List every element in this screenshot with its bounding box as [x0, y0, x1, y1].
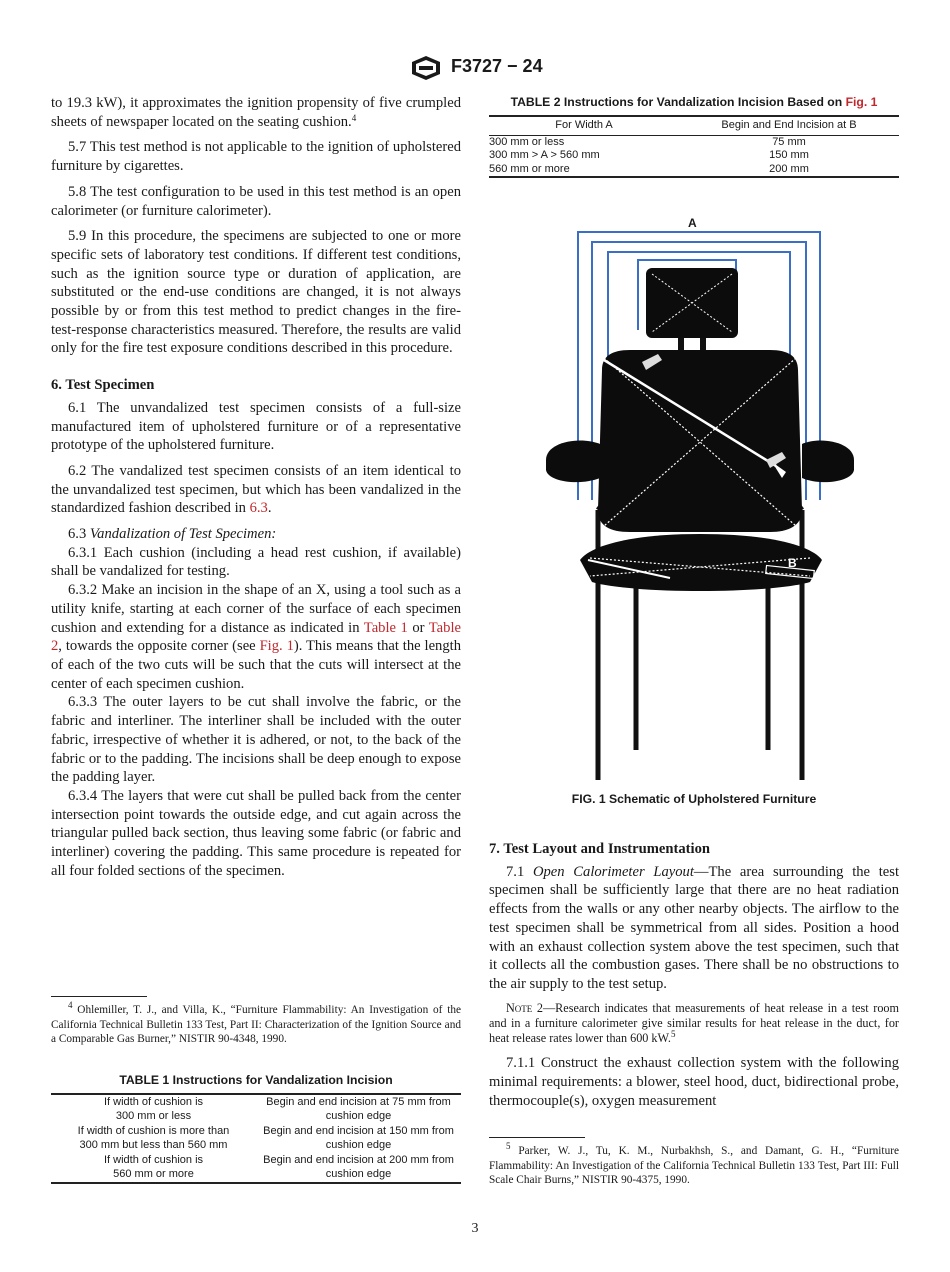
- footnote-5-block: [489, 1137, 899, 1188]
- page-header: [0, 54, 950, 84]
- table-2-width-cell: 300 mm or less: [489, 135, 565, 148]
- table-1-row: [51, 1124, 461, 1153]
- table-2-incision-cell: 75 mm: [772, 135, 806, 148]
- link-table-1[interactable]: Table 1: [363, 619, 408, 636]
- link-table-2[interactable]: Table 2: [51, 619, 461, 655]
- footnote-rule: [51, 996, 147, 997]
- page-number: 3: [471, 1221, 479, 1236]
- dimension-label-a: A: [688, 216, 697, 230]
- table-1-block: [51, 1073, 461, 1184]
- table-1: [51, 1093, 461, 1184]
- paragraph-5-8: 5.8 The test configuration to be used in this test method is an open calorimeter (or furniture calorimeter).: [51, 183, 461, 219]
- footnote-rule-5: [489, 1137, 585, 1138]
- table-1-width-cell: If width of cushion is more than 300 mm but less than 560 mm: [77, 1125, 230, 1151]
- standard-designation: F3727 − 24: [451, 56, 543, 76]
- table-1-row: [51, 1094, 461, 1124]
- footnote-4-block: [51, 996, 461, 1047]
- paragraph-6-3-2: 6.3.2 Make an incision in the shape of an X, using a tool such as a utility knife, starting at each corner of the surface of each specimen cushion and extending for a distance as indicated in Table 1 or Table 2, towards the opposite corner (see Fig. 1). This means that the length of each of the two cuts will be such that the cuts will intersect at the center of each specimen cushion.: [51, 582, 462, 692]
- table-1-incision-cell: Begin and end incision at 75 mm from cushion edge: [266, 1096, 451, 1122]
- paragraph-7-1: 7.1 Open Calorimeter Layout—The area surrounding the test specimen shall be sufficiently large that there are no heat radiation effects from the walls or any other nearby objects. The airflow to the test specimen shall be symmetrical from all sides. Position a hood with an exhaust collection system above the test specimen, such that it collects all the combustion gases. There shall be no obstructions to the air supply to the test setup.: [489, 863, 900, 992]
- paragraph-5-6-continued: to 19.3 kW), it approximates the ignition propensity of five crumpled sheets of newspaper located on the seating cushion.$^4$: [51, 95, 461, 130]
- figure-1-chair-schematic: [540, 210, 860, 790]
- link-section-6-3[interactable]: 6.3: [249, 500, 268, 517]
- paragraph-6-2: 6.2 The vandalized test specimen consists of an item identical to the unvandalized test specimen, but which has been vandalized in the standardized fashion described in 6.3.: [51, 462, 461, 517]
- paragraph-7-1-1: 7.1.1 Construct the exhaust collection system with the following minimal requirements: a blower, steel hood, duct, bidirectional probe, thermocouple(s), oxygen measurement: [489, 1055, 899, 1109]
- table-2-incision-cell: 200 mm: [769, 162, 809, 175]
- paragraph-5-7: 5.7 This test method is not applicable to the ignition of upholstered furniture by cigarettes.: [51, 139, 461, 175]
- right-column-text: [489, 840, 899, 1117]
- seat-cushion: [580, 534, 822, 591]
- paragraph-6-3: 6.3 Vandalization of Test Specimen:: [68, 526, 277, 543]
- backrest-cushion: [598, 350, 802, 532]
- link-fig-1[interactable]: Fig. 1: [259, 638, 294, 655]
- paragraph-6-1: 6.1 The unvandalized test specimen consists of a full-size manufactured item of upholstered furniture or of a representative prototype of the upholstered furniture.: [51, 399, 461, 454]
- table-1-caption: TABLE 1 Instructions for Vandalization Incision: [119, 1073, 393, 1087]
- left-armrest: [546, 441, 600, 483]
- section-heading-7: 7. Test Layout and Instrumentation: [489, 841, 710, 857]
- dimension-label-b: B: [788, 556, 797, 570]
- table-2-row: [489, 163, 899, 178]
- figure-1-caption: FIG. 1 Schematic of Upholstered Furniture: [571, 792, 817, 806]
- table-1-width-cell: If width of cushion is 560 mm or more: [103, 1154, 204, 1180]
- table-2-width-cell: 560 mm or more: [489, 162, 570, 175]
- table-2-row: [489, 149, 899, 163]
- paragraph-6-3-3: 6.3.3 The outer layers to be cut shall involve the fabric, or the fabric and interliner. The interliner shall be included with the outer fabric, irrespective of whether it is adhered, or not, to the back of the fabric or to the padding. The incisions shall be deep enough to expose the padding layer.: [51, 694, 461, 786]
- table-1-row: [51, 1153, 461, 1183]
- table-2-incision-cell: 150 mm: [769, 149, 809, 161]
- paragraph-5-9: 5.9 In this procedure, the specimens are subjected to one or more specific sets of laboratory test conditions. If different test conditions, such as the ignition source type or duration of application, are substituted or the end-use conditions are changed, it is not always possible by or from this test method to predict changes in the fire-test-response characteristics measured. Therefore, the results are valid only for the fire test exposure conditions described in this procedure.: [51, 228, 461, 357]
- section-heading-6: 6. Test Specimen: [51, 377, 155, 394]
- table-2: [489, 115, 899, 178]
- table-1-incision-cell: Begin and end incision at 150 mm from cushion edge: [263, 1125, 454, 1151]
- left-column: [51, 94, 461, 880]
- paragraph-6-3-1: 6.3.1 Each cushion (including a head rest cushion, if available) shall be vandalized for testing.: [51, 544, 461, 580]
- link-fig-1-caption[interactable]: Fig. 1: [845, 95, 878, 109]
- table-2-block: [489, 95, 899, 178]
- table-2-header-incision: Begin and End Incision at B: [679, 116, 899, 135]
- footnote-5: $^5$ Parker, W. J., Tu, K. M., Nurbakhsh, S., and Damant, G. H., “Furniture Flammability: An Investigation of the California Technical Bulletin 133 Test, Part III: Full Scale Chair Burns,” NISTIR 90-4375, 1990.: [489, 1141, 899, 1186]
- footnote-4: $^4$ Ohlemiller, T. J., and Villa, K., “Furniture Flammability: An Investigation of the California Technical Bulletin 133 Test, Part II: Characterization of the Ignition Source and a Comparable Gas Burner,” NISTIR 90-4348, 1990.: [51, 1000, 461, 1045]
- table-1-incision-cell: Begin and end incision at 200 mm from cushion edge: [263, 1154, 454, 1180]
- right-armrest: [802, 441, 854, 483]
- paragraph-6-3-4: 6.3.4 The layers that were cut shall be pulled back from the center intersection point towards the outside edge, and cut again across the triangular pulled back section, thus leaving some fabric (or fabric and interliner) covering the padding. This same procedure is repeated for all four folded sections of the specimen.: [51, 787, 461, 879]
- footnote-marker-4: 4: [351, 112, 357, 123]
- astm-logo-icon: [409, 54, 443, 82]
- table-2-header-width: For Width A: [489, 116, 679, 135]
- table-2-caption: TABLE 2 Instructions for Vandalization Incision Based on Fig. 1: [510, 95, 878, 109]
- note-2: Note 2—Research indicates that measurements of heat release in a test room and in a furniture calorimeter give similar results for heat release in the duct, for heat release rates lower than 600 kW.$^5$: [489, 1000, 899, 1046]
- table-2-width-cell: 300 mm > A > 560 mm: [489, 149, 600, 161]
- table-2-row: [489, 135, 899, 149]
- table-1-width-cell: If width of cushion is 300 mm or less: [103, 1096, 204, 1122]
